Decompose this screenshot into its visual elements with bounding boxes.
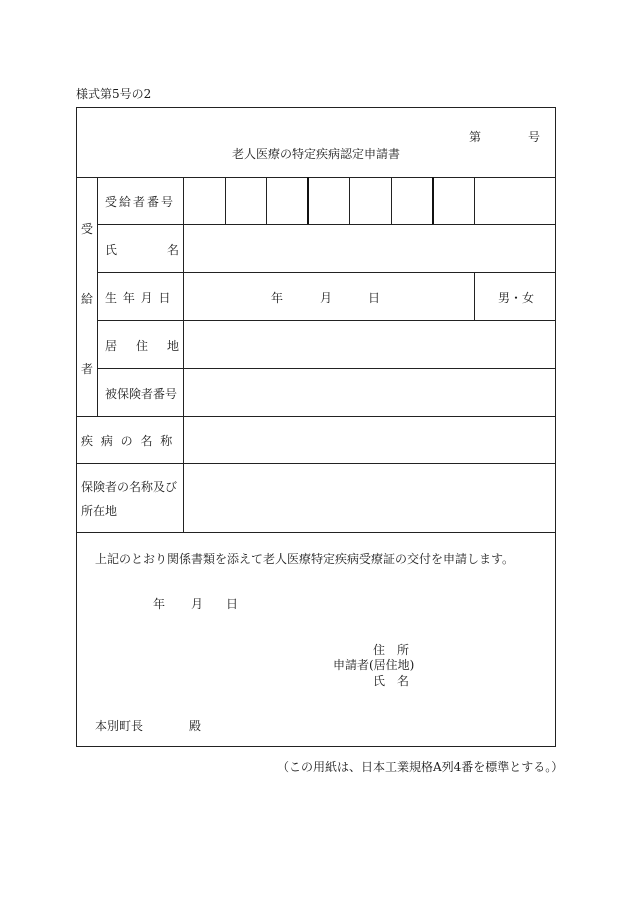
digit-divider [225,177,226,224]
name-label-1: 氏 [105,243,118,257]
rule-recipient-number [97,224,555,225]
birth-date-label: 生 年 月 日 [105,291,172,305]
rule-label-column [183,177,184,532]
rule-insurer [77,532,555,533]
rule-sex-column [474,272,475,320]
rule-insured [77,416,555,417]
rule-disease [77,463,555,464]
group-label-recipient-1: 受 [81,222,94,236]
number-suffix: 号 [528,130,541,144]
digit-divider-thick [307,177,309,224]
address-label: 住 所 [373,643,410,657]
number-prefix: 第 [469,130,482,144]
recipient-number-label: 受給者番号 [105,195,176,209]
birth-month: 月 [320,291,333,305]
digit-divider [391,177,392,224]
group-label-recipient-2: 給 [81,292,94,306]
footer-note: （この用紙は、日本工業規格A列4番を標準とする。） [277,760,564,774]
name-label-2: 名 [167,243,180,257]
group-label-recipient-3: 者 [81,362,94,376]
applicant-name-label: 氏 名 [373,674,410,688]
rule-birth [97,320,555,321]
residence-label-1: 居 [105,339,118,353]
rule-group-column [97,177,98,416]
form-id: 様式第5号の2 [76,87,152,101]
statement-text: 上記のとおり関係書類を添えて老人医療特定疾病受療証の交付を申請します。 [95,552,515,566]
residence-label-3: 地 [167,339,180,353]
digit-divider [349,177,350,224]
birth-day: 日 [368,291,381,305]
rule-header-bottom [77,177,555,178]
statement-date-month: 月 [191,597,204,611]
disease-name-label: 疾 病 の 名 称 [81,434,175,448]
form-title: 老人医療の特定疾病認定申請書 [232,147,401,161]
statement-date-year: 年 [153,597,166,611]
addressee: 本別町長 [95,719,144,733]
insurer-label-line2: 所在地 [81,504,118,518]
insurer-label-line1: 保険者の名称及び [81,480,178,494]
statement-date-day: 日 [226,597,239,611]
insured-number-label: 被保険者番号 [105,387,178,401]
honorific: 殿 [189,719,202,733]
rule-number-end [474,177,475,224]
digit-divider-thick [432,177,434,224]
rule-residence [97,368,555,369]
residence-label-2: 住 [136,339,149,353]
applicant-label: 申請者(居住地) [333,658,415,672]
rule-name [97,272,555,273]
birth-year: 年 [271,291,284,305]
sex-options: 男・女 [498,291,535,305]
application-form [76,107,556,747]
digit-divider [266,177,267,224]
